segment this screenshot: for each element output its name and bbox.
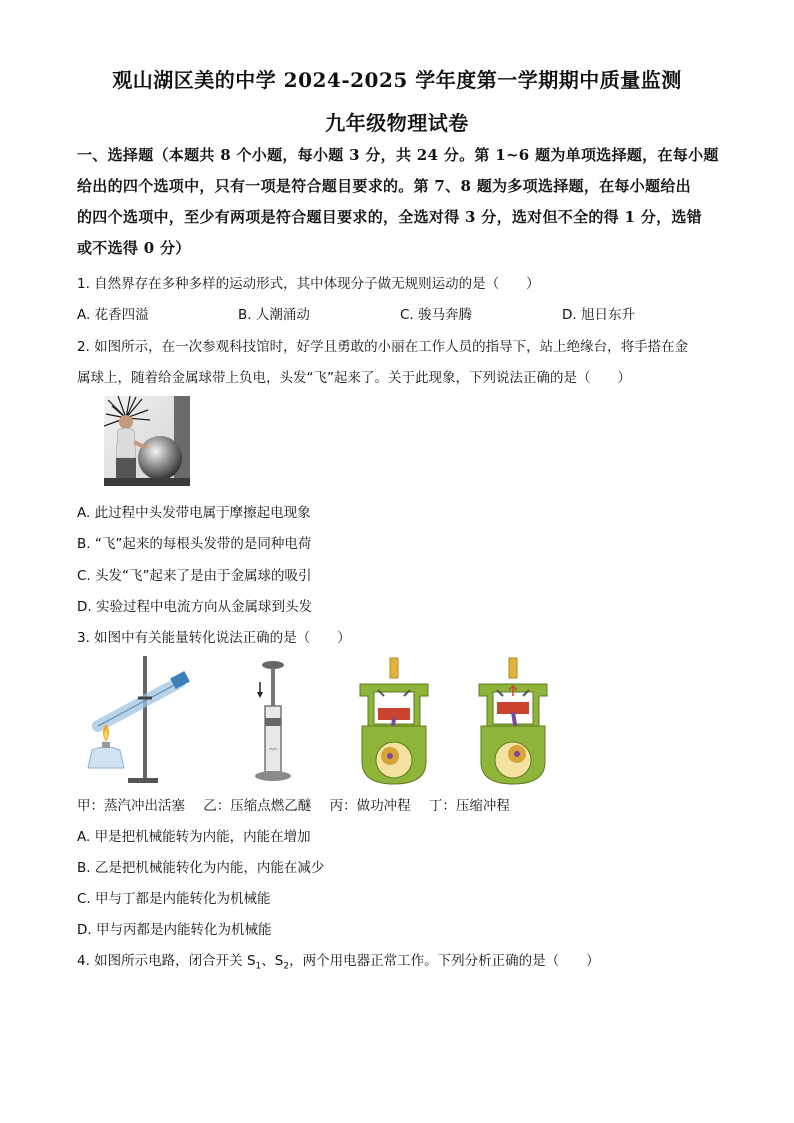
q3-option-a[interactable]: A. 甲是把机械能转为内能，内能在增加 — [77, 829, 311, 845]
section-heading-line: 一、选择题（本题共 8 个小题，每小题 3 分，共 24 分。第 1~6 题为单项选择题，在每小题 — [77, 146, 719, 164]
figure-caption: 丙：做功冲程 — [329, 798, 411, 814]
section-heading — [77, 140, 719, 264]
q2-option-c[interactable]: C. 头发“飞”起来了是由于金属球的吸引 — [77, 568, 312, 584]
figure-caption: 丁：压缩冲程 — [428, 798, 510, 814]
q3-figure-captions — [77, 794, 524, 814]
static-hair-photo — [104, 396, 190, 486]
test-tube-heated-on-stand-icon — [80, 654, 200, 786]
figure-caption: 甲：蒸汽冲出活塞 — [77, 798, 185, 814]
section-heading-line: 或不选得 0 分） — [77, 239, 191, 257]
q2-stem-line: 属球上，随着给金属球带上负电，头发“飞”起来了。关于此现象，下列说法正确的是（ ） — [77, 370, 631, 386]
q3-stem: 3. 如图中有关能量转化说法正确的是（ ） — [77, 630, 351, 646]
q1-option-b[interactable]: B. 人潮涌动 — [238, 307, 310, 323]
section-heading-line: 的四个选项中，至少有两项是符合题目要求的，全选对得 3 分，选对但不全的得 1 分，选错 — [77, 208, 702, 226]
section-heading-line: 给出的四个选项中，只有一项是符合题目要求的。第 7、8 题为多项选择题，在每小题给出 — [77, 177, 691, 195]
q4-stem-prefix: 4. 如图所示电路，闭合开关 S — [77, 953, 256, 969]
q1-option-a[interactable]: A. 花香四溢 — [77, 307, 149, 323]
q2-option-b[interactable]: B. “飞”起来的每根头发带的是同种电荷 — [77, 536, 312, 552]
girl-with-static-hair-photo-icon — [104, 396, 190, 486]
switch-subscript: 1 — [255, 961, 262, 972]
switch-subscript: 2 — [283, 961, 290, 972]
engine-power-stroke-icon — [354, 656, 434, 788]
q4-stem-suffix: ，两个用电器正常工作。下列分析正确的是（ ） — [289, 953, 600, 969]
q2-option-a[interactable]: A. 此过程中头发带电属于摩擦起电现象 — [77, 505, 311, 521]
q4-stem-mid: 、S — [261, 953, 284, 969]
q4-stem — [77, 949, 600, 972]
q1-option-d[interactable]: D. 旭日东升 — [562, 307, 635, 323]
engine-compression-stroke-icon — [473, 656, 553, 788]
q1-option-c[interactable]: C. 骏马奔腾 — [400, 307, 473, 323]
q3-option-c[interactable]: C. 甲与丁都是内能转化为机械能 — [77, 891, 271, 907]
exam-subtitle: 九年级物理试卷 — [325, 111, 469, 135]
q2-stem-line: 2. 如图所示，在一次参观科技馆时，好学且勇敢的小丽在工作人员的指导下，站上绝缘台，将手搭在金 — [77, 339, 689, 355]
exam-title: 观山湖区美的中学 2024-2025 学年度第一学期期中质量监测 — [112, 68, 682, 92]
q3-option-d[interactable]: D. 甲与丙都是内能转化为机械能 — [77, 922, 272, 938]
compression-cylinder-icon — [252, 660, 294, 786]
q3-option-b[interactable]: B. 乙是把机械能转化为内能，内能在减少 — [77, 860, 325, 876]
q1-stem: 1. 自然界存在多种多样的运动形式，其中体现分子做无规则运动的是（ ） — [77, 276, 540, 292]
q2-option-d[interactable]: D. 实验过程中电流方向从金属球到头发 — [77, 599, 312, 615]
figure-caption: 乙：压缩点燃乙醚 — [203, 798, 312, 814]
